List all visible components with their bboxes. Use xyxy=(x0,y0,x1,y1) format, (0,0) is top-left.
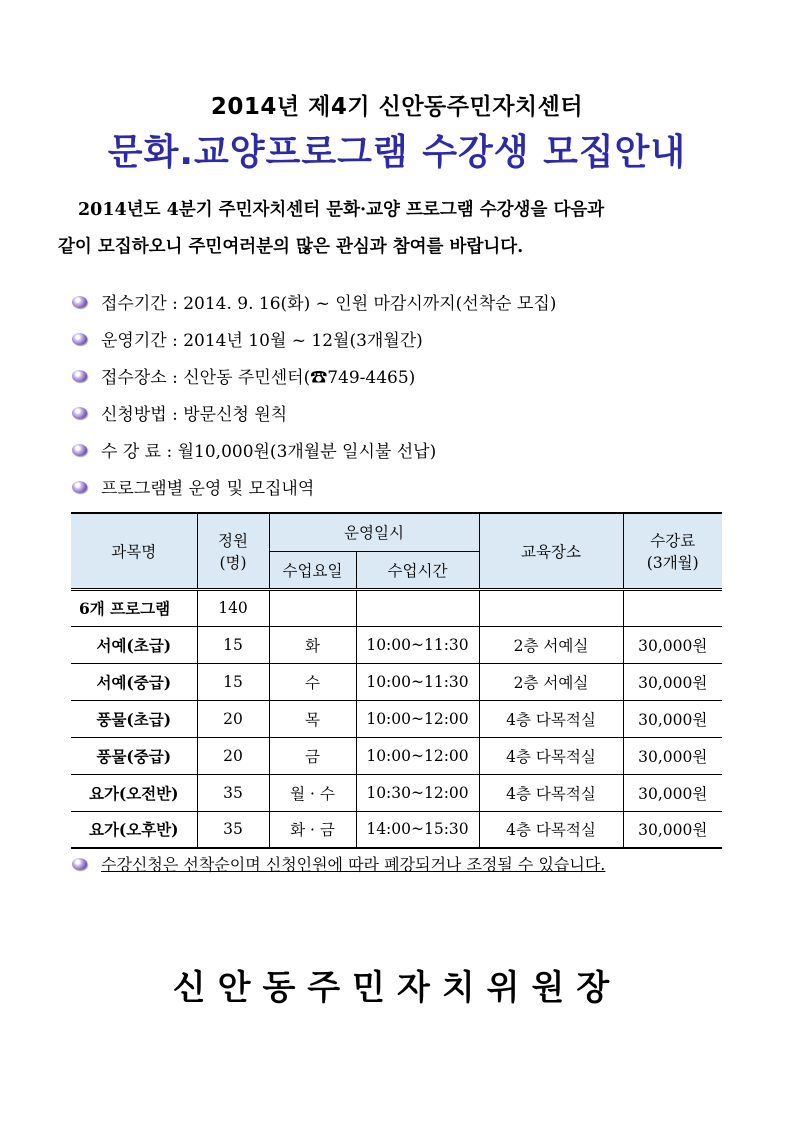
table-row xyxy=(71,663,722,700)
cell-place: 4층 다목적실 xyxy=(479,700,623,737)
cell-empty xyxy=(623,589,722,626)
info-item-text: 수 강 료 : 월10,000원(3개월분 일시불 선납) xyxy=(101,442,437,462)
cell-fee: 30,000원 xyxy=(623,811,722,848)
cell-place: 2층 서예실 xyxy=(479,626,623,663)
info-list xyxy=(72,283,752,505)
cell-empty xyxy=(479,589,623,626)
cell-time: 10:00~11:30 xyxy=(356,663,479,700)
cell-fee: 30,000원 xyxy=(623,700,722,737)
cell-capacity: 20 xyxy=(197,737,269,774)
info-item-text: 신청방법 : 방문신청 원칙 xyxy=(101,405,288,425)
info-item-application-method xyxy=(72,394,752,431)
info-item-fee xyxy=(72,431,752,468)
bullet-icon xyxy=(72,333,87,345)
notice-text: 수강신청은 선착순이며 신청인원에 따라 폐강되거나 조정될 수 있습니다. xyxy=(101,855,606,874)
table-row xyxy=(71,774,722,811)
header-time: 수업시간 xyxy=(356,551,479,589)
cell-place: 4층 다목적실 xyxy=(479,811,623,848)
cell-capacity: 140 xyxy=(197,589,269,626)
info-item-text: 접수기간 : 2014. 9. 16(화) ~ 인원 마감시까지(선착순 모집) xyxy=(101,294,557,314)
table-row xyxy=(71,626,722,663)
cell-day: 금 xyxy=(269,737,356,774)
cell-time: 10:00~11:30 xyxy=(356,626,479,663)
header-day: 수업요일 xyxy=(269,551,356,589)
info-item-reception-period xyxy=(72,283,752,320)
cell-day: 수 xyxy=(269,663,356,700)
info-item-program-details xyxy=(72,468,752,505)
cell-program-name: 서예(중급) xyxy=(71,663,197,700)
info-item-operation-period xyxy=(72,320,752,357)
cell-fee: 30,000원 xyxy=(623,774,722,811)
cell-fee: 30,000원 xyxy=(623,626,722,663)
info-item-reception-place xyxy=(72,357,752,394)
header-subject: 과목명 xyxy=(71,513,197,589)
bullet-icon xyxy=(72,370,87,382)
cell-empty xyxy=(269,589,356,626)
cell-program-name: 풍물(중급) xyxy=(71,737,197,774)
cell-capacity: 35 xyxy=(197,774,269,811)
header-fee: 수강료 (3개월) xyxy=(623,513,722,589)
cell-time: 10:00~12:00 xyxy=(356,737,479,774)
cell-fee: 30,000원 xyxy=(623,737,722,774)
header-place: 교육장소 xyxy=(479,513,623,589)
document-subtitle: 2014년 제4기 신안동주민자치센터 xyxy=(210,94,584,120)
cell-program-name: 요가(오후반) xyxy=(71,811,197,848)
table-row xyxy=(71,811,722,848)
program-table xyxy=(71,512,722,849)
bullet-icon xyxy=(72,481,87,493)
cell-time: 10:30~12:00 xyxy=(356,774,479,811)
header-capacity: 정원 (명) xyxy=(197,513,269,589)
info-item-text: 접수장소 : 신안동 주민센터(☎749-4465) xyxy=(101,368,416,388)
cell-program-name: 6개 프로그램 xyxy=(71,589,197,626)
bullet-icon xyxy=(72,444,87,456)
cell-capacity: 35 xyxy=(197,811,269,848)
table-row-total xyxy=(71,589,722,626)
intro-paragraph xyxy=(58,192,718,266)
signature-title: 신안동주민자치위원장 xyxy=(172,968,622,1008)
cell-fee: 30,000원 xyxy=(623,663,722,700)
notice xyxy=(72,852,752,875)
table-row xyxy=(71,700,722,737)
document-title: 문화.교양프로그램 수강생 모집안내 xyxy=(107,132,687,173)
table-row xyxy=(71,737,722,774)
cell-capacity: 15 xyxy=(197,626,269,663)
header-schedule: 운영일시 xyxy=(269,513,479,551)
cell-capacity: 15 xyxy=(197,663,269,700)
cell-empty xyxy=(356,589,479,626)
bullet-icon xyxy=(72,858,87,870)
cell-place: 4층 다목적실 xyxy=(479,737,623,774)
cell-day: 화 · 금 xyxy=(269,811,356,848)
cell-time: 14:00~15:30 xyxy=(356,811,479,848)
bullet-icon xyxy=(72,407,87,419)
cell-program-name: 풍물(초급) xyxy=(71,700,197,737)
bullet-icon xyxy=(72,296,87,308)
intro-line-2: 같이 모집하오니 주민여러분의 많은 관심과 참여를 바랍니다. xyxy=(58,237,524,257)
cell-capacity: 20 xyxy=(197,700,269,737)
cell-program-name: 서예(초급) xyxy=(71,626,197,663)
cell-time: 10:00~12:00 xyxy=(356,700,479,737)
cell-place: 2층 서예실 xyxy=(479,663,623,700)
cell-day: 화 xyxy=(269,626,356,663)
cell-program-name: 요가(오전반) xyxy=(71,774,197,811)
cell-day: 월 · 수 xyxy=(269,774,356,811)
cell-place: 4층 다목적실 xyxy=(479,774,623,811)
info-item-text: 프로그램별 운영 및 모집내역 xyxy=(101,479,315,499)
intro-line-1: 2014년도 4분기 주민자치센터 문화·교양 프로그램 수강생을 다음과 xyxy=(78,200,605,220)
cell-day: 목 xyxy=(269,700,356,737)
info-item-text: 운영기간 : 2014년 10월 ~ 12월(3개월간) xyxy=(101,331,423,351)
